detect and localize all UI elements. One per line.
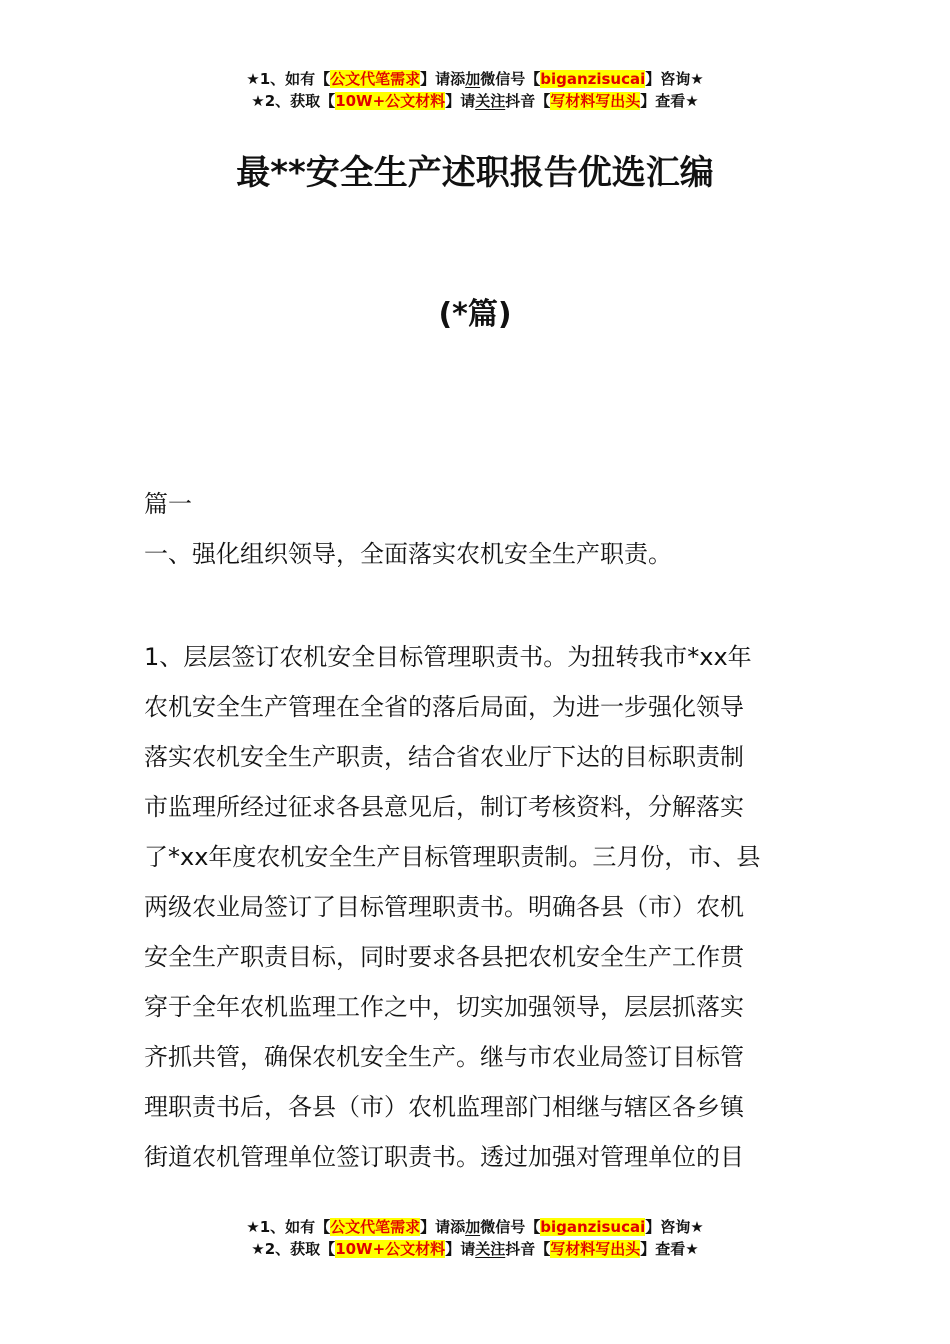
promo-banner-bottom bbox=[0, 1216, 950, 1260]
paragraph-line: 两级农业局签订了目标管理职责书。明确各县（市）农机 bbox=[144, 893, 744, 921]
document-title: 最**安全生产述职报告优选汇编 bbox=[236, 153, 714, 193]
paragraph-line: 安全生产职责目标，同时要求各县把农机安全生产工作贯 bbox=[144, 943, 744, 971]
highlight-douyin: 写材料写出头 bbox=[550, 92, 641, 110]
paragraph-line: 1、层层签订农机安全目标管理职责书。为扭转我市*xx年 bbox=[144, 643, 752, 671]
paragraph-line: 农机安全生产管理在全省的落后局面，为进一步强化领导 bbox=[144, 693, 744, 721]
paragraph-line: 街道农机管理单位签订职责书。透过加强对管理单位的目 bbox=[144, 1143, 744, 1171]
paragraph-line: 齐抓共管，确保农机安全生产。继与市农业局签订目标管 bbox=[144, 1043, 744, 1071]
highlight-wechat-id: biganzisucai bbox=[540, 70, 646, 88]
highlight-service: 公文代笔需求 bbox=[330, 1218, 421, 1236]
paragraph-line: 理职责书后，各县（市）农机监理部门相继与辖区各乡镇 bbox=[144, 1093, 744, 1121]
paragraph-line: 穿于全年农机监理工作之中，切实加强领导，层层抓落实 bbox=[144, 993, 744, 1021]
highlight-materials: 10W+公文材料 bbox=[335, 1240, 446, 1258]
document-subtitle: (*篇) bbox=[438, 297, 512, 332]
highlight-wechat-id: biganzisucai bbox=[540, 1218, 646, 1236]
promo-line-1: ★1、如有【公文代笔需求】请添加微信号【biganzisucai】咨询★ bbox=[246, 70, 704, 88]
promo-line-2: ★2、获取【10W+公文材料】请关注抖音【写材料写出头】查看★ bbox=[251, 92, 699, 110]
section-heading: 一、强化组织领导，全面落实农机安全生产职责。 bbox=[144, 540, 672, 568]
highlight-materials: 10W+公文材料 bbox=[335, 92, 446, 110]
section-label: 篇一 bbox=[144, 490, 192, 518]
promo-banner-top bbox=[0, 68, 950, 112]
highlight-service: 公文代笔需求 bbox=[330, 70, 421, 88]
promo-line-2: ★2、获取【10W+公文材料】请关注抖音【写材料写出头】查看★ bbox=[251, 1240, 699, 1258]
promo-line-1: ★1、如有【公文代笔需求】请添加微信号【biganzisucai】咨询★ bbox=[246, 1218, 704, 1236]
body-paragraph bbox=[144, 632, 808, 1182]
paragraph-line: 市监理所经过征求各县意见后，制订考核资料，分解落实 bbox=[144, 793, 744, 821]
highlight-douyin: 写材料写出头 bbox=[550, 1240, 641, 1258]
paragraph-line: 了*xx年度农机安全生产目标管理职责制。三月份，市、县 bbox=[144, 843, 761, 871]
paragraph-line: 落实农机安全生产职责，结合省农业厅下达的目标职责制 bbox=[144, 743, 744, 771]
